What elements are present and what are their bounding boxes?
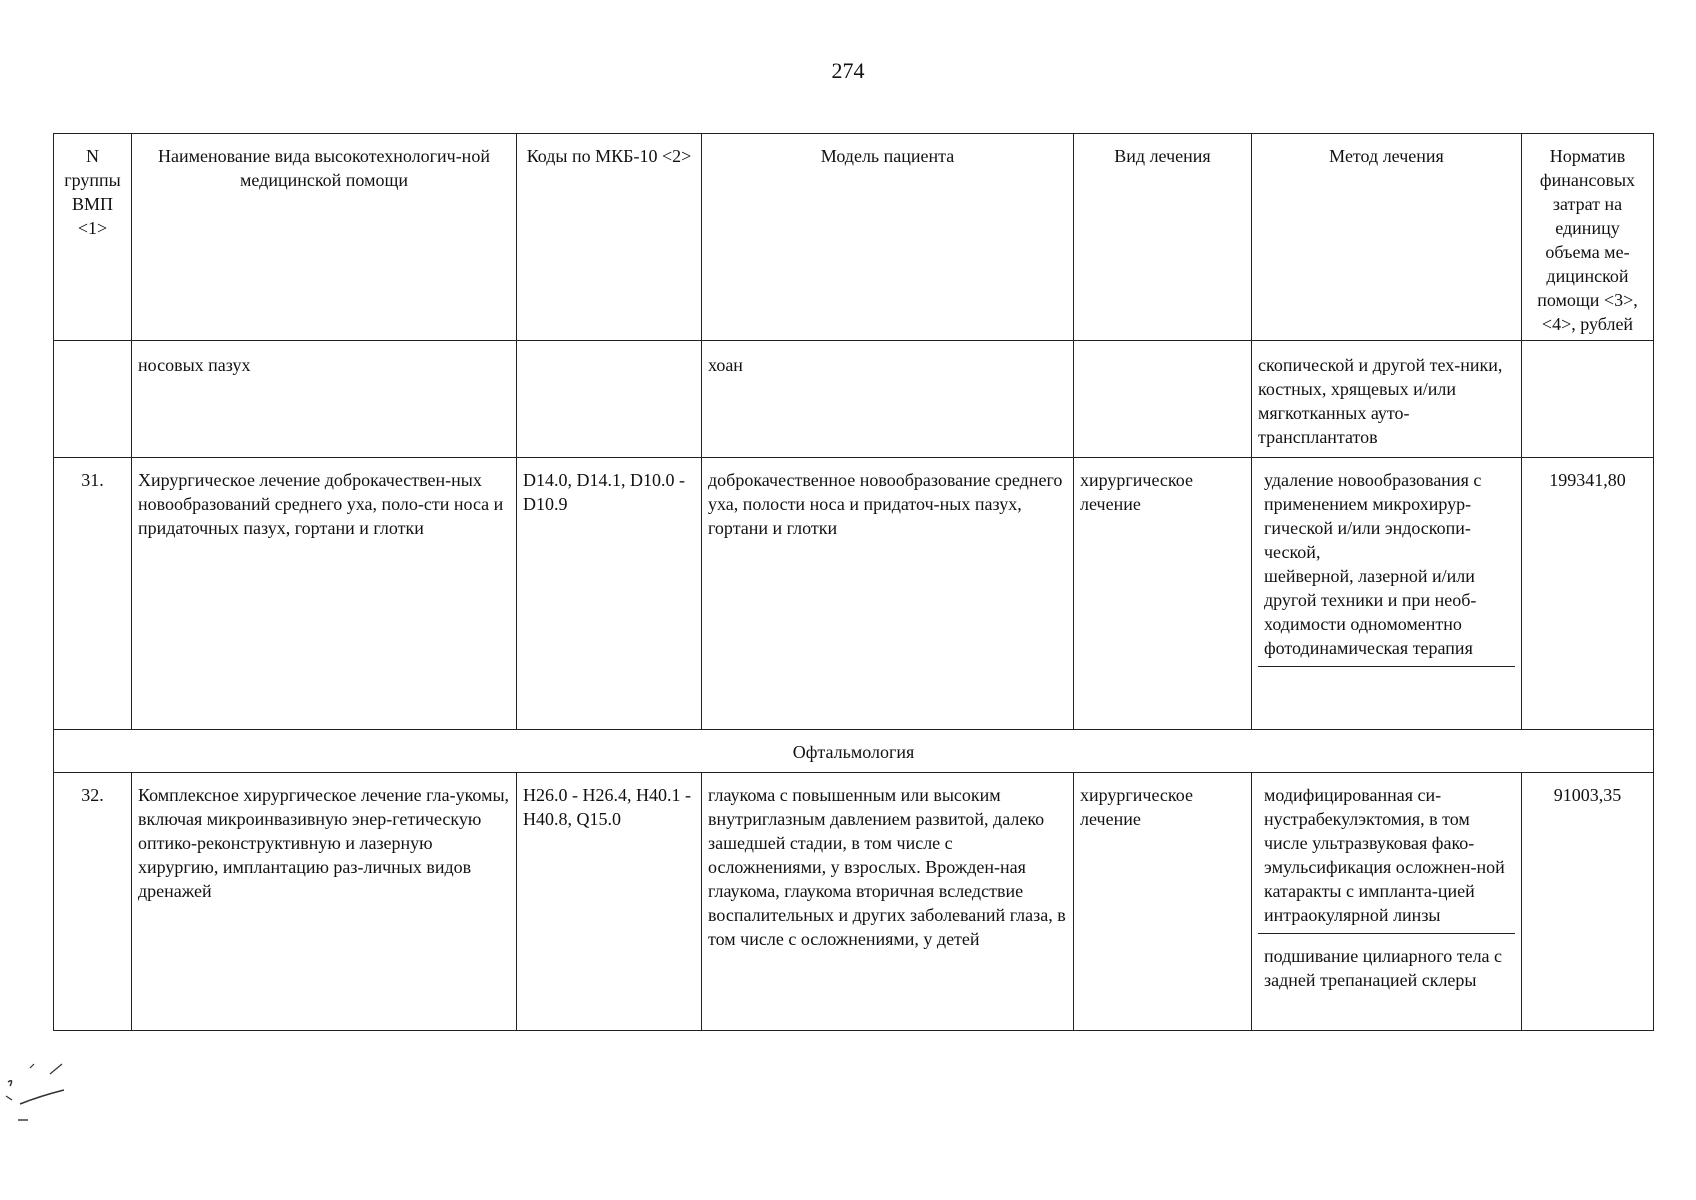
cell-codes: D14.0, D14.1, D10.0 - D10.9 xyxy=(517,458,702,730)
cell-name: Хирургическое лечение доброкачествен-ных новообразований среднего уха, поло-сти носа и придаточных пазух, гортани и глотки xyxy=(132,458,517,730)
method-part-empty xyxy=(1258,666,1515,725)
cell-treatment-type: хирургическое лечение xyxy=(1074,458,1252,730)
table-row xyxy=(54,341,1654,458)
method-part: модифицированная си-нустрабекулэктомия, в том числе ультразвуковая фако-эмульсификация осложнен-ной катаракты с импланта-цией интраокулярной линзы xyxy=(1264,785,1505,925)
section-title: Офтальмология xyxy=(54,730,1654,773)
cell-cost xyxy=(1522,341,1654,458)
cell-codes: H26.0 - H26.4, H40.1 - H40.8, Q15.0 xyxy=(517,773,702,1031)
cell-name: Комплексное хирургическое лечение гла-укомы, включая микроинвазивную энер-гетическую оптико-реконструктивную и лазерную хирургию, имплантацию раз-личных видов дренажей xyxy=(132,773,517,1031)
method-text-b: шейверной, лазерной и/или другой техники и при необ-ходимости одномоментно фотодинамическая терапия xyxy=(1264,566,1477,658)
cell-patient-model: доброкачественное новообразование среднего уха, полости носа и придаточ-ных пазух, гортани и глотки xyxy=(702,458,1074,730)
header-group-no: N группы ВМП <1> xyxy=(54,134,132,341)
page-number: 274 xyxy=(831,58,865,83)
cell-num: 31. xyxy=(54,458,132,730)
table-row xyxy=(54,458,1654,730)
header-row xyxy=(54,134,1654,341)
cell-method xyxy=(1252,458,1522,730)
cell-patient-model: глаукома с повышенным или высоким внутриглазным давлением развитой, далеко зашедшей стадии, в том числе с осложнениями, у взрослых. Врожден-ная глаукома, глаукома вторичная вследствие воспалительных и других заболеваний глаза, в том числе с осложнениями, у детей xyxy=(702,773,1074,1031)
margin-scribble xyxy=(0,1060,80,1130)
cell-patient-model: хоан xyxy=(702,341,1074,458)
cell-name: носовых пазух xyxy=(132,341,517,458)
header-codes: Коды по МКБ-10 <2> xyxy=(517,134,702,341)
cell-treatment-type: хирургическое лечение xyxy=(1074,773,1252,1031)
cell-cost: 91003,35 xyxy=(1522,773,1654,1031)
cell-num: 32. xyxy=(54,773,132,1031)
method-part xyxy=(1258,468,1515,666)
header-treatment-method: Метод лечения xyxy=(1252,134,1522,341)
cell-num xyxy=(54,341,132,458)
cell-method: скопической и другой тех-ники, костных, хрящевых и/или мягкотканных ауто-трансплантатов xyxy=(1252,341,1522,458)
header-name: Наименование вида высокотехнологич-ной медицинской помощи xyxy=(132,134,517,341)
cell-method xyxy=(1252,773,1522,1031)
header-patient-model: Модель пациента xyxy=(702,134,1074,341)
table-row xyxy=(54,773,1654,1031)
section-row xyxy=(54,730,1654,773)
method-part: подшивание цилиарного тела с задней трепанацией склеры xyxy=(1258,933,1515,998)
cell-treatment-type xyxy=(1074,341,1252,458)
method-text-a: удаление новообразования с применением микрохирур-гической и/или эндоскопи-ческой, xyxy=(1264,470,1482,562)
header-treatment-type: Вид лечения xyxy=(1074,134,1252,341)
cell-cost: 199341,80 xyxy=(1522,458,1654,730)
header-cost: Норматив финансовых затрат на единицу объема ме-дицинской помощи <3>, <4>, рублей xyxy=(1522,134,1654,341)
vmp-table xyxy=(53,133,1654,1031)
cell-codes xyxy=(517,341,702,458)
